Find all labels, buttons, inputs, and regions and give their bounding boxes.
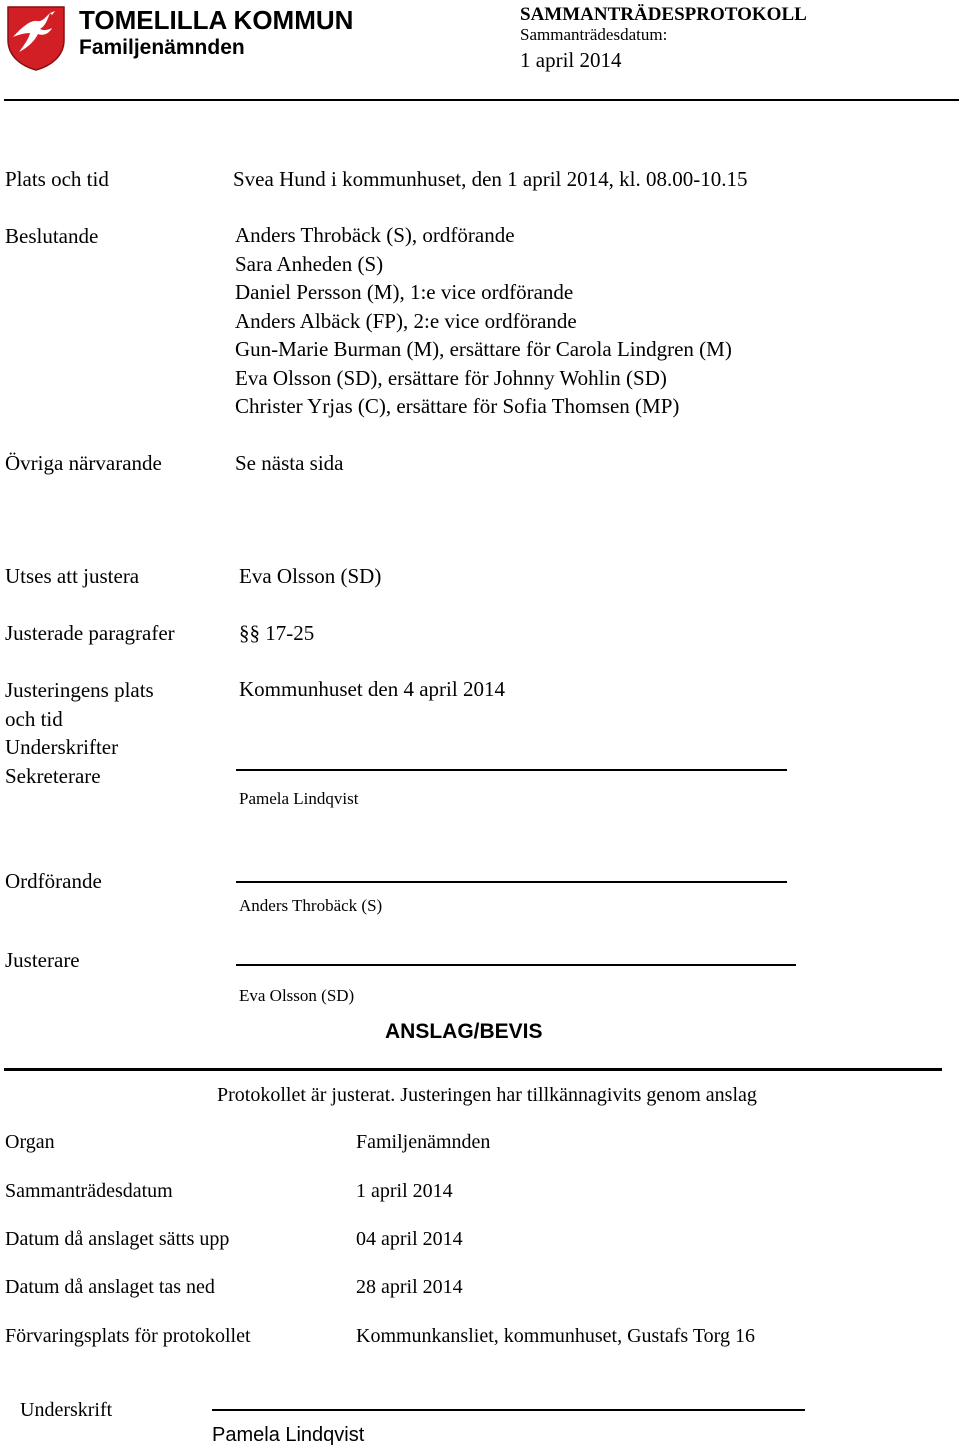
deciding-members-list [235, 221, 732, 421]
adjuster-signature-line [236, 964, 796, 966]
secretary-name: Pamela Lindqvist [239, 789, 359, 808]
secretary-label: Sekreterare [5, 763, 101, 788]
notice-row-label: Datum då anslaget sätts upp [5, 1228, 230, 1250]
meeting-date-value: 1 april 2014 [520, 48, 622, 72]
notice-row-value: 1 april 2014 [356, 1180, 453, 1202]
deciding-label: Beslutande [5, 224, 99, 248]
signature-label: Underskrift [20, 1399, 113, 1421]
member-item: Anders Throbäck (S), ordförande [235, 223, 515, 247]
appointed-adjuster-label: Utses att justera [5, 564, 140, 588]
chair-signature-line [236, 881, 787, 883]
others-present-value: Se nästa sida [235, 451, 344, 475]
signature-name: Pamela Lindqvist [212, 1424, 365, 1446]
member-item: Christer Yrjas (C), ersättare för Sofia Thomsen (MP) [235, 394, 680, 418]
place-time-label: Plats och tid [5, 167, 109, 191]
member-item: Eva Olsson (SD), ersättare för Johnny Wohlin (SD) [235, 365, 667, 390]
document-type: SAMMANTRÄDESPROTOKOLL [520, 4, 807, 25]
member-item: Anders Albäck (FP), 2:e vice ordförande [235, 308, 577, 333]
chair-label: Ordförande [5, 869, 102, 893]
notice-title: ANSLAG/BEVIS [385, 1020, 543, 1043]
adjuster-label: Justerare [5, 948, 80, 972]
secretary-signature-line [236, 769, 787, 771]
municipality-name: TOMELILLA KOMMUN [79, 5, 354, 35]
municipal-crest-logo [5, 4, 67, 72]
notice-row-label: Organ [5, 1131, 55, 1153]
notice-row-value: Kommunkansliet, kommunhuset, Gustafs Torg 16 [356, 1325, 755, 1347]
adjustment-place-value: Kommunhuset den 4 april 2014 [239, 677, 505, 701]
adjusted-paragraphs-label: Justerade paragrafer [5, 621, 175, 645]
signature-line [212, 1409, 805, 1411]
member-item: Daniel Persson (M), 1:e vice ordförande [235, 280, 574, 304]
notice-row-label: Sammanträdesdatum [5, 1180, 173, 1202]
appointed-adjuster-value: Eva Olsson (SD) [239, 564, 382, 588]
notice-row-value: 28 april 2014 [356, 1276, 463, 1298]
chair-name: Anders Throbäck (S) [239, 896, 383, 915]
others-present-label: Övriga närvarande [5, 451, 162, 475]
notice-row-label: Förvaringsplats för protokollet [5, 1325, 251, 1347]
adjusted-paragraphs-value: §§ 17-25 [239, 621, 315, 645]
notice-statement: Protokollet är justerat. Justeringen har tillkännagivits genom anslag [217, 1084, 757, 1106]
meeting-date-label: Sammanträdesdatum: [520, 25, 668, 44]
notice-row-label: Datum då anslaget tas ned [5, 1276, 215, 1298]
adjuster-name: Eva Olsson (SD) [239, 986, 355, 1005]
member-item: Gun-Marie Burman (M), ersättare för Carola Lindgren (M) [235, 337, 732, 361]
adjustment-place-label [5, 676, 154, 790]
place-time-value: Svea Hund i kommunhuset, den 1 april 2014, kl. 08.00-10.15 [233, 167, 748, 191]
notice-divider [4, 1068, 942, 1071]
adjustment-place-label-line2: och tid [5, 706, 63, 731]
notice-row-value: Familjenämnden [356, 1131, 491, 1153]
header-divider [4, 99, 959, 101]
signatures-label: Underskrifter [5, 735, 119, 759]
member-item: Sara Anheden (S) [235, 251, 384, 276]
adjustment-place-label-line1: Justeringens plats [5, 678, 154, 702]
notice-row-value: 04 april 2014 [356, 1228, 463, 1250]
board-name: Familjenämnden [79, 36, 245, 59]
